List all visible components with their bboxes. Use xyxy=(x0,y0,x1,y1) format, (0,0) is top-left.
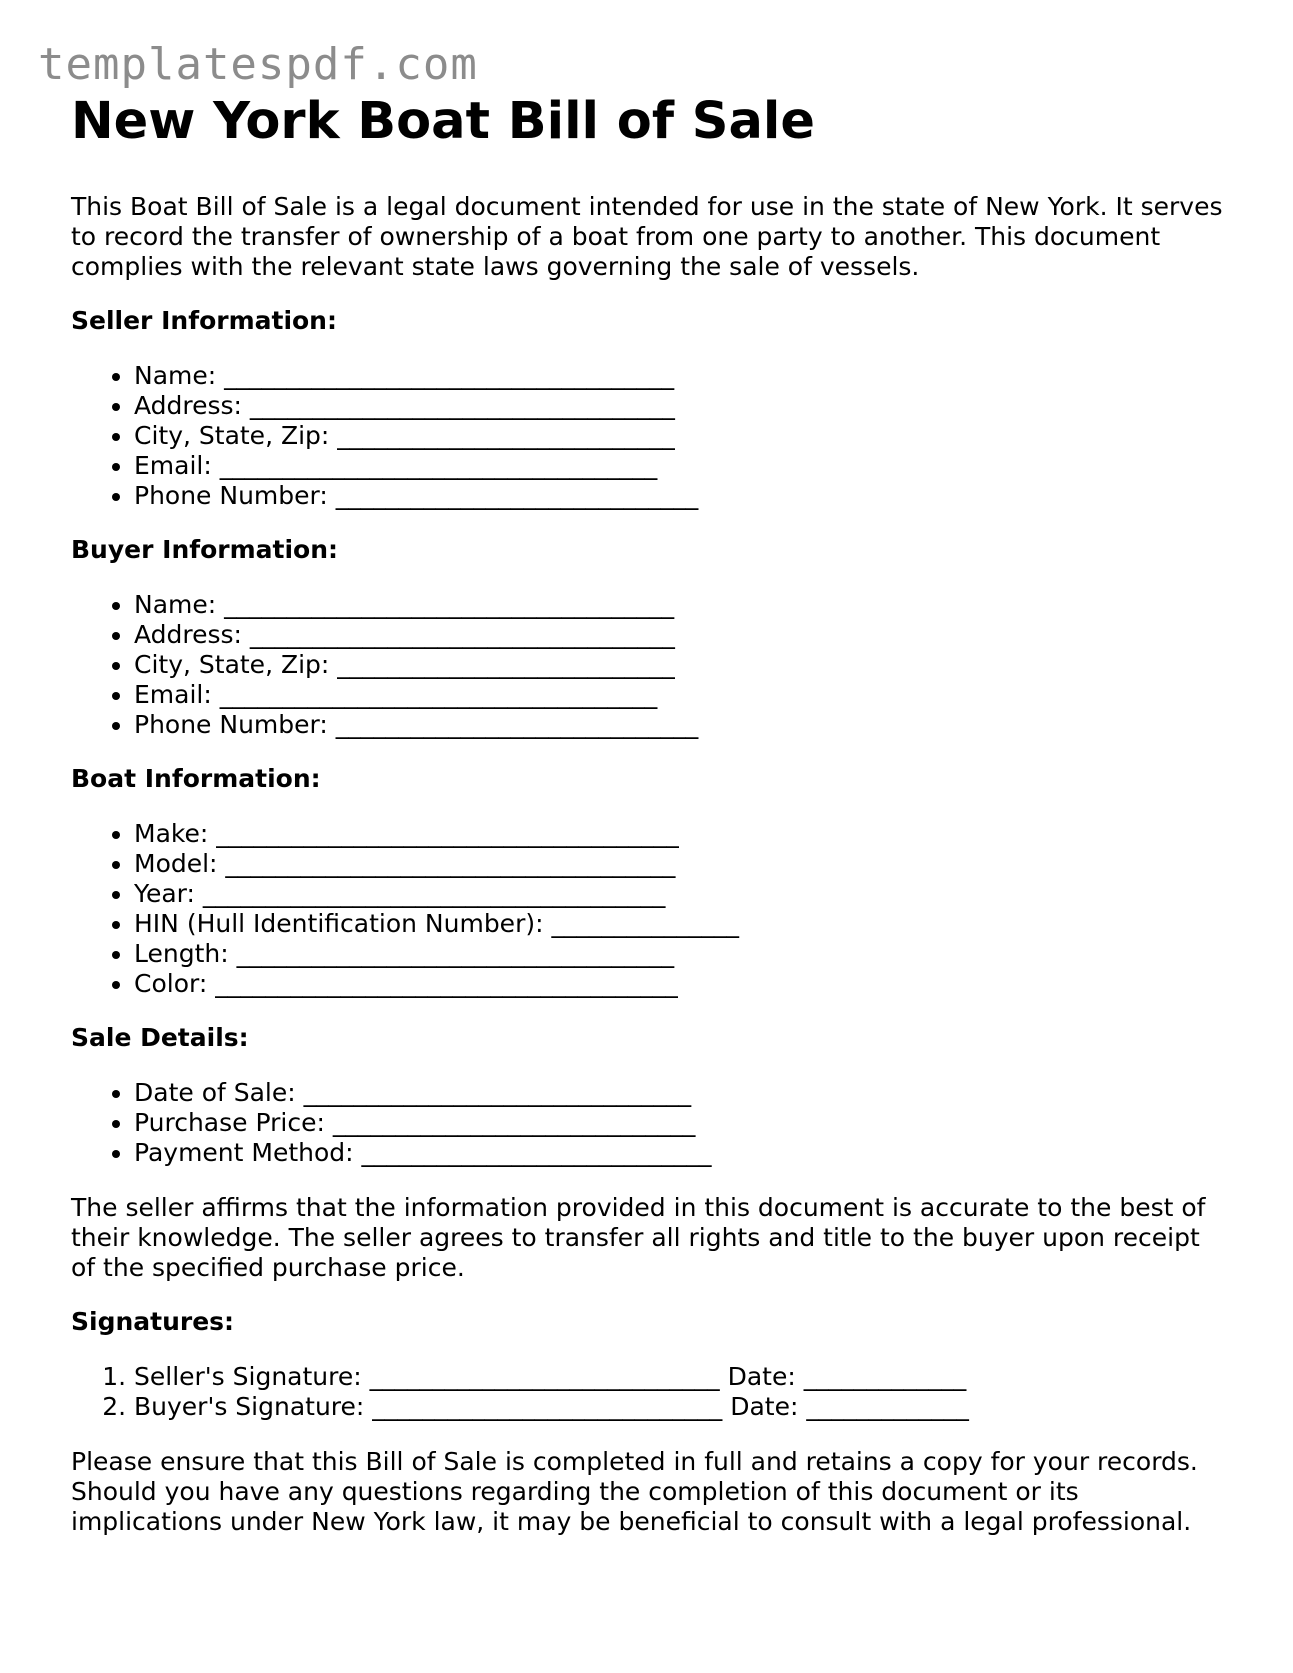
buyer-signature-line[interactable]: 2. Buyer's Signature: ____________________________ Date: _____________ xyxy=(134,1392,1231,1422)
document-page xyxy=(71,88,1231,1537)
page-title: New York Boat Bill of Sale xyxy=(71,92,815,151)
sale-fields xyxy=(71,1078,1231,1168)
watermark: templatespdf.com xyxy=(38,39,478,90)
affirmation-paragraph: The seller affirms that the information provided in this document is accurate to the best of their knowledge. The seller agrees to transfer all rights and title to the buyer upon receipt of the specified purchase price. xyxy=(71,1193,1206,1282)
buyer-city-state-zip-field[interactable]: • City, State, Zip: ___________________________ xyxy=(134,650,1231,680)
boat-length-field[interactable]: • Length: ___________________________________ xyxy=(134,939,1231,969)
buyer-address-field[interactable]: • Address: __________________________________ xyxy=(134,620,1231,650)
seller-city-state-zip-field[interactable]: • City, State, Zip: ___________________________ xyxy=(134,421,1231,451)
boat-model-field[interactable]: • Model: ____________________________________ xyxy=(134,849,1231,879)
sale-date-field[interactable]: • Date of Sale: _______________________________ xyxy=(134,1078,1231,1108)
buyer-heading: Buyer Information: xyxy=(71,535,339,564)
seller-address-field[interactable]: • Address: __________________________________ xyxy=(134,391,1231,421)
seller-name-field[interactable]: • Name: ____________________________________ xyxy=(134,361,1231,391)
closing-paragraph: Please ensure that this Bill of Sale is completed in full and retains a copy for your records. Should you have any questions regarding the completion of this document or its implications under New York law, it may be beneficial to consult with a legal professional. xyxy=(71,1447,1198,1536)
signature-lines xyxy=(71,1362,1231,1422)
sale-heading: Sale Details: xyxy=(71,1023,249,1052)
boat-make-field[interactable]: • Make: _____________________________________ xyxy=(134,819,1231,849)
boat-color-field[interactable]: • Color: _____________________________________ xyxy=(134,969,1231,999)
boat-year-field[interactable]: • Year: _____________________________________ xyxy=(134,879,1231,909)
buyer-name-field[interactable]: • Name: ____________________________________ xyxy=(134,590,1231,620)
seller-phone-field[interactable]: • Phone Number: _____________________________ xyxy=(134,481,1231,511)
buyer-fields xyxy=(71,590,1231,740)
buyer-email-field[interactable]: • Email: ___________________________________ xyxy=(134,680,1231,710)
seller-signature-line[interactable]: 1. Seller's Signature: ____________________________ Date: _____________ xyxy=(134,1362,1231,1392)
buyer-phone-field[interactable]: • Phone Number: _____________________________ xyxy=(134,710,1231,740)
signatures-heading: Signatures: xyxy=(71,1307,235,1336)
boat-hin-field[interactable]: • HIN (Hull Identification Number): _______________ xyxy=(134,909,1231,939)
sale-payment-method-field[interactable]: • Payment Method: ____________________________ xyxy=(134,1138,1231,1168)
boat-heading: Boat Information: xyxy=(71,764,321,793)
seller-fields xyxy=(71,361,1231,511)
intro-paragraph: This Boat Bill of Sale is a legal document intended for use in the state of New York. It serves to record the transfer of ownership of a boat from one party to another. This document complies with the relevant state laws governing the sale of vessels. xyxy=(71,192,1223,281)
boat-fields xyxy=(71,819,1231,999)
seller-email-field[interactable]: • Email: ___________________________________ xyxy=(134,451,1231,481)
seller-heading: Seller Information: xyxy=(71,306,337,335)
sale-price-field[interactable]: • Purchase Price: _____________________________ xyxy=(134,1108,1231,1138)
